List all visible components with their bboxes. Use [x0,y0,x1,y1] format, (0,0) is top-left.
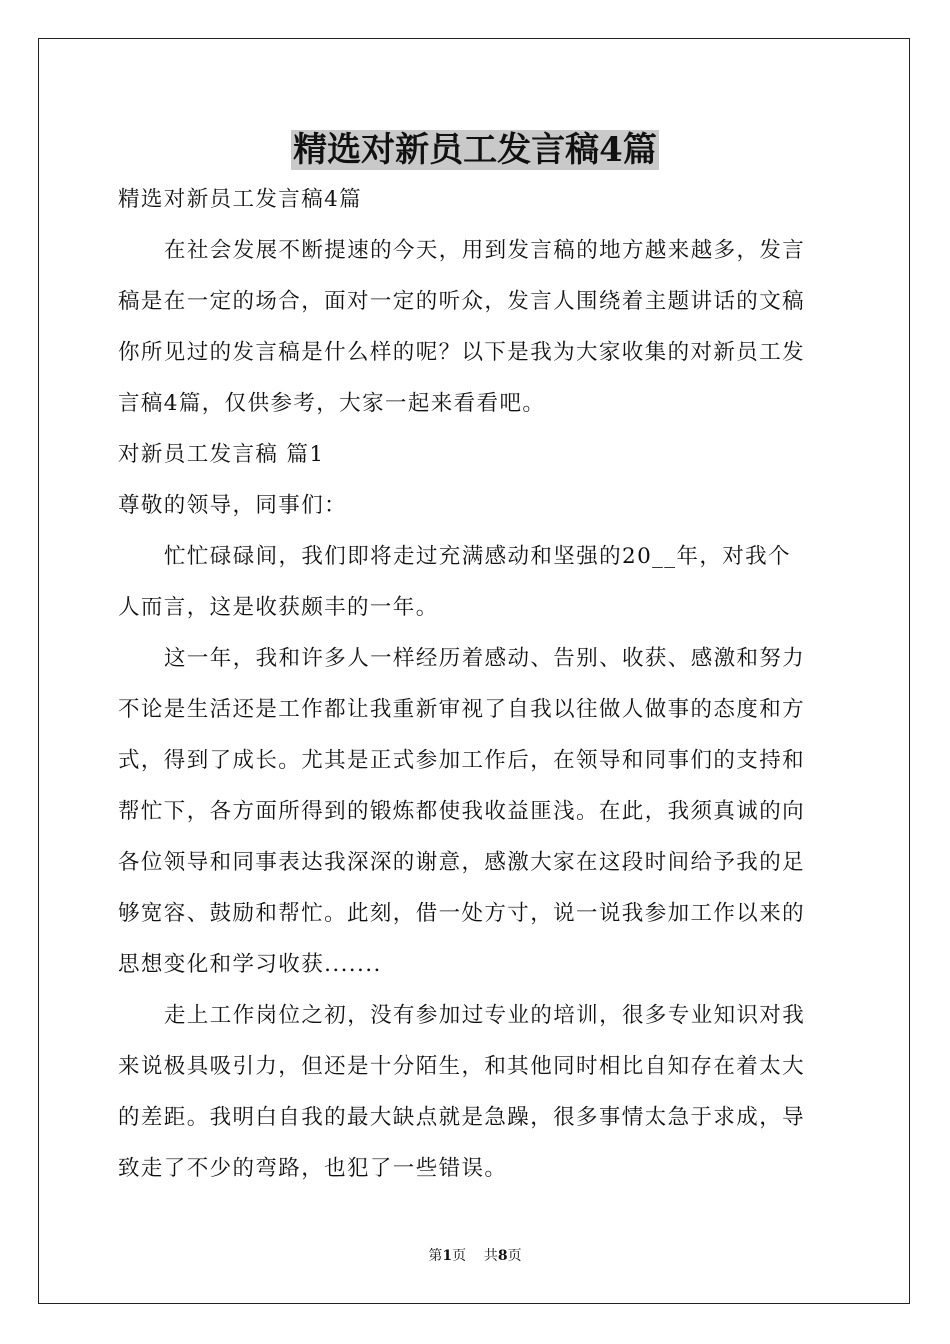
footer-page-suffix: 页 [452,1248,467,1264]
document-body [118,174,834,1194]
body-line: 稿是在一定的场合，面对一定的听众，发言人围绕着主题讲话的文稿 [118,289,806,314]
page-footer [0,1246,950,1266]
body-line: 各位领导和同事表达我深深的谢意，感激大家在这段时间给予我的足 [118,850,806,875]
body-line: 忙忙碌碌间，我们即将走过充满感动和坚强的20__年，对我个 [164,544,791,569]
footer-page-number: 1 [442,1248,453,1264]
footer-total-pages: 8 [497,1248,508,1264]
body-line: 式，得到了成长。尤其是正式参加工作后，在领导和同事们的支持和 [118,748,806,773]
body-line: 帮忙下，各方面所得到的锻炼都使我收益匪浅。在此，我须真诚的向 [118,799,806,824]
body-line: 人而言，这是收获颇丰的一年。 [118,595,439,620]
body-line: 思想变化和学习收获....... [118,952,382,977]
body-line: 致走了不少的弯路，也犯了一些错误。 [118,1156,508,1181]
document-title-text: 精选对新员工发言稿4篇 [293,130,657,170]
body-line: 在社会发展不断提速的今天，用到发言稿的地方越来越多，发言 [164,238,806,263]
body-line: 这一年，我和许多人一样经历着感动、告别、收获、感激和努力 [164,646,806,671]
body-line: 精选对新员工发言稿4篇 [118,187,363,212]
salutation: 尊敬的领导，同事们： [118,493,348,518]
footer-total-suffix: 页 [507,1248,522,1264]
section-heading: 对新员工发言稿 篇1 [118,442,325,467]
body-line: 的差距。我明白自我的最大缺点就是急躁，很多事情太急于求成，导 [118,1105,806,1130]
body-line: 走上工作岗位之初，没有参加过专业的培训，很多专业知识对我 [164,1003,806,1028]
body-line: 不论是生活还是工作都让我重新审视了自我以往做人做事的态度和方 [118,697,806,722]
body-line: 够宽容、鼓励和帮忙。此刻，借一处方寸，说一说我参加工作以来的 [118,901,806,926]
body-line: 言稿4篇，仅供参考，大家一起来看看吧。 [118,391,546,416]
body-line: 你所见过的发言稿是什么样的呢？以下是我为大家收集的对新员工发 [118,340,806,365]
document-title [0,128,950,172]
footer-page-prefix: 第 [428,1248,443,1264]
body-line: 来说极具吸引力，但还是十分陌生，和其他同时相比自知存在着太大 [118,1054,806,1079]
footer-total-prefix: 共 [483,1248,498,1264]
